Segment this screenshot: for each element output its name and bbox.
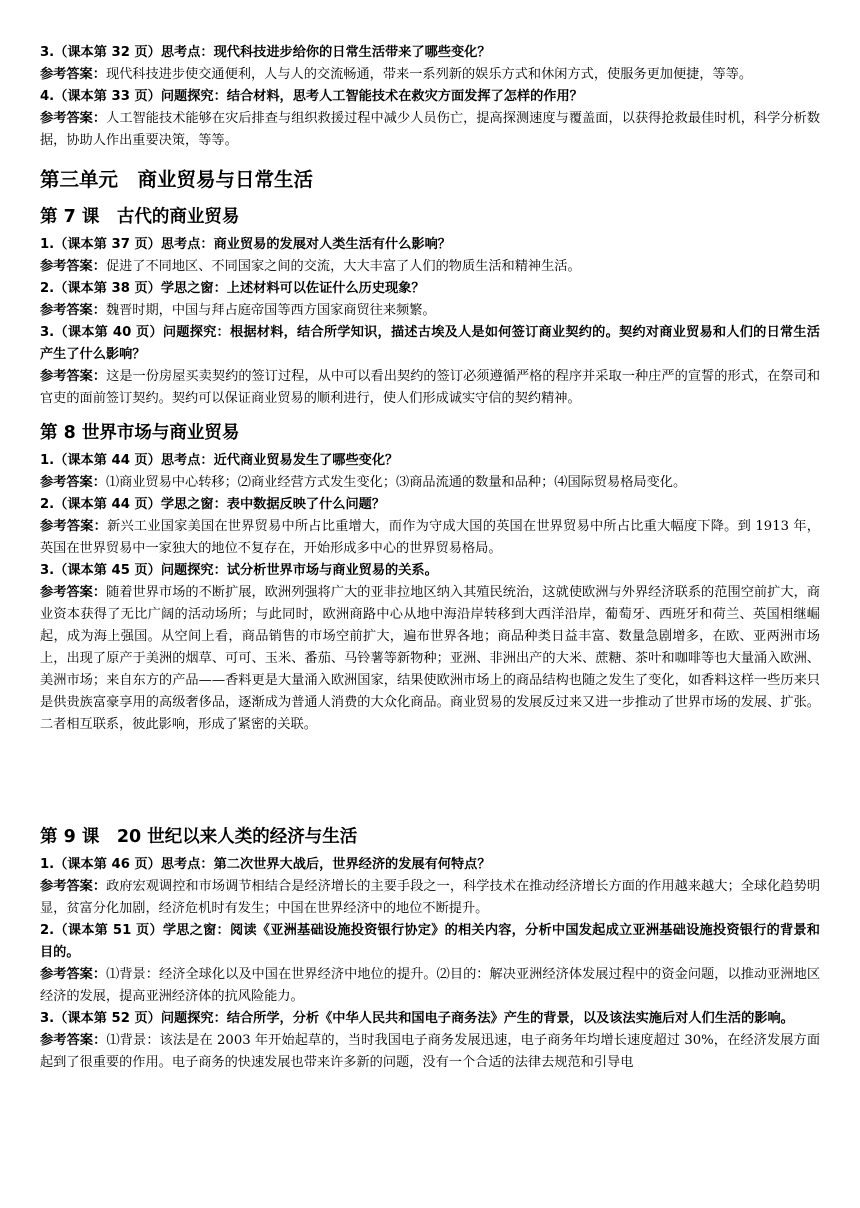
question: 3.（课本第 45 页）问题探究：试分析世界市场与商业贸易的关系。 <box>40 563 438 578</box>
answer-label: 参考答案： <box>40 475 106 490</box>
answer-text: 魏晋时期，中国与拜占庭帝国等西方国家商贸往来频繁。 <box>105 303 436 318</box>
answer <box>40 582 820 736</box>
answer-label: 参考答案： <box>40 1033 107 1048</box>
answer-label: 参考答案： <box>40 303 106 318</box>
answer-text: 新兴工业国家美国在世界贸易中所占比重增大，而作为守成大国的英国在世界贸易中所占比重大幅度下降。到 1913 年，英国在世界贸易中一家独大的地位不复存在，开始形成多中心的世界贸易格局。 <box>40 519 820 556</box>
answer-text: 人工智能技术能够在灾后排查与组织救援过程中减少人员伤亡，提高探测速度与覆盖面，以获得抢救最佳时机，科学分析数据，协助人作出重要决策，等等。 <box>40 111 820 148</box>
answer-text: ⑴商业贸易中心转移；⑵商业经营方式发生变化；⑶商品流通的数量和品种；⑷国际贸易格局变化。 <box>105 475 687 490</box>
answer-text: 随着世界市场的不断扩展，欧洲列强将广大的亚非拉地区纳入其殖民统治，这就使欧洲与外界经济联系的范围空前扩大，商业资本获得了无比广阔的活动场所；与此同时，欧洲商路中心从地中海沿岸转移到大西洋沿岸，葡萄牙、西班牙和荷兰、英国相继崛起，成为海上强国。从空间上看，商品销售的市场空前扩大，遍布世界各地；商品种类日益丰富、数量急剧增多，在欧、亚两洲市场上，出现了原产于美洲的烟草、可可、玉米、番茄、马铃薯等新物种；亚洲、非洲出产的大米、蔗糖、茶叶和咖啡等也大量涌入欧洲、美洲市场；来自东方的产品——香料更是大量涌入欧洲国家，结果使欧洲市场上的商品结构也随之发生了变化，如香料这样一些历来只是供贵族富豪享用的高级奢侈品，逐渐成为普通人消费的大众化商品。商业贸易的发展反过来又进一步推动了世界市场的发展、扩张。二者相互联系，彼此影响，形成了紧密的关联。 <box>40 585 820 732</box>
answer-label: 参考答案： <box>40 259 106 274</box>
question: 4.（课本第 33 页）问题探究：结合材料，思考人工智能技术在救灾方面发挥了怎样的作用？ <box>40 89 583 104</box>
answer-text: 这是一份房屋买卖契约的签订过程，从中可以看出契约的签订必须遵循严格的程序并采取一种庄严的宣誓的形式，在祭司和官吏的面前签订契约。契约可以保证商业贸易的顺利进行，使人们形成诚实守信的契约精神。 <box>40 369 820 406</box>
document-page <box>40 42 820 1074</box>
question: 3.（课本第 52 页）问题探究：结合所学，分析《中华人民共和国电子商务法》产生的背景，以及该法实施后对人们生活的影响。 <box>40 1011 794 1026</box>
question: 1.（课本第 44 页）思考点：近代商业贸易发生了哪些变化？ <box>40 453 399 468</box>
answer <box>40 516 820 560</box>
answer-text: 现代科技进步使交通便利，人与人的交流畅通，带来一系列新的娱乐方式和休闲方式，使服务更加便捷，等等。 <box>105 67 753 82</box>
question: 2.（课本第 38 页）学思之窗：上述材料可以佐证什么历史现象？ <box>40 281 425 296</box>
answer <box>40 108 820 152</box>
answer <box>40 876 820 920</box>
answer-label: 参考答案： <box>40 519 108 534</box>
answer-text: 促进了不同地区、不同国家之间的交流，大大丰富了人们的物质生活和精神生活。 <box>105 259 581 274</box>
answer-text: 政府宏观调控和市场调节相结合是经济增长的主要手段之一，科学技术在推动经济增长方面的作用越来越大；全球化趋势明显，贫富分化加剧，经济危机时有发生；中国在世界经济中的地位不断提升。 <box>40 879 820 916</box>
answer-label: 参考答案： <box>40 967 107 982</box>
question: 3.（课本第 40 页）问题探究：根据材料，结合所学知识，描述古埃及人是如何签订商业契约的。契约对商业贸易和人们的日常生活产生了什么影响？ <box>40 325 820 362</box>
answer-label: 参考答案： <box>40 879 107 894</box>
blank-space <box>40 736 820 814</box>
unit-heading: 第三单元 商业贸易与日常生活 <box>40 168 314 191</box>
answer <box>40 64 820 86</box>
answer-text: ⑴背景：该法是在 2003 年开始起草的，当时我国电子商务发展迅速，电子商务年均增长速度超过 30%，在经济发展方面起到了很重要的作用。电子商务的快速发展也带来许多新的问题，没有一个合适的法律去规范和引导电 <box>40 1033 821 1070</box>
question: 2.（课本第 44 页）学思之窗：表中数据反映了什么问题？ <box>40 497 386 512</box>
answer-text: ⑴背景：经济全球化以及中国在世界经济中地位的提升。⑵目的：解决亚洲经济体发展过程中的资金问题，以推动亚洲地区经济的发展，提高亚洲经济体的抗风险能力。 <box>40 967 820 1004</box>
answer <box>40 300 820 322</box>
question: 3.（课本第 32 页）思考点：现代科技进步给你的日常生活带来了哪些变化？ <box>40 45 491 60</box>
answer-label: 参考答案： <box>40 585 107 600</box>
answer <box>40 964 820 1008</box>
answer-label: 参考答案： <box>40 369 107 384</box>
question: 1.（课本第 37 页）思考点：商业贸易的发展对人类生活有什么影响？ <box>40 237 451 252</box>
lesson-heading: 第 8 世界市场与商业贸易 <box>40 423 240 443</box>
answer <box>40 366 820 410</box>
answer <box>40 256 820 278</box>
question: 1.（课本第 46 页）思考点：第二次世界大战后，世界经济的发展有何特点？ <box>40 857 491 872</box>
lesson-heading: 第 9 课 20 世纪以来人类的经济与生活 <box>40 827 358 847</box>
lesson-heading: 第 7 课 古代的商业贸易 <box>40 207 240 227</box>
answer <box>40 1030 820 1074</box>
answer-label: 参考答案： <box>40 111 107 126</box>
question: 2.（课本第 51 页）学思之窗：阅读《亚洲基础设施投资银行协定》的相关内容，分析中国发起成立亚洲基础设施投资银行的背景和目的。 <box>40 923 820 960</box>
answer-label: 参考答案： <box>40 67 106 82</box>
answer <box>40 472 820 494</box>
